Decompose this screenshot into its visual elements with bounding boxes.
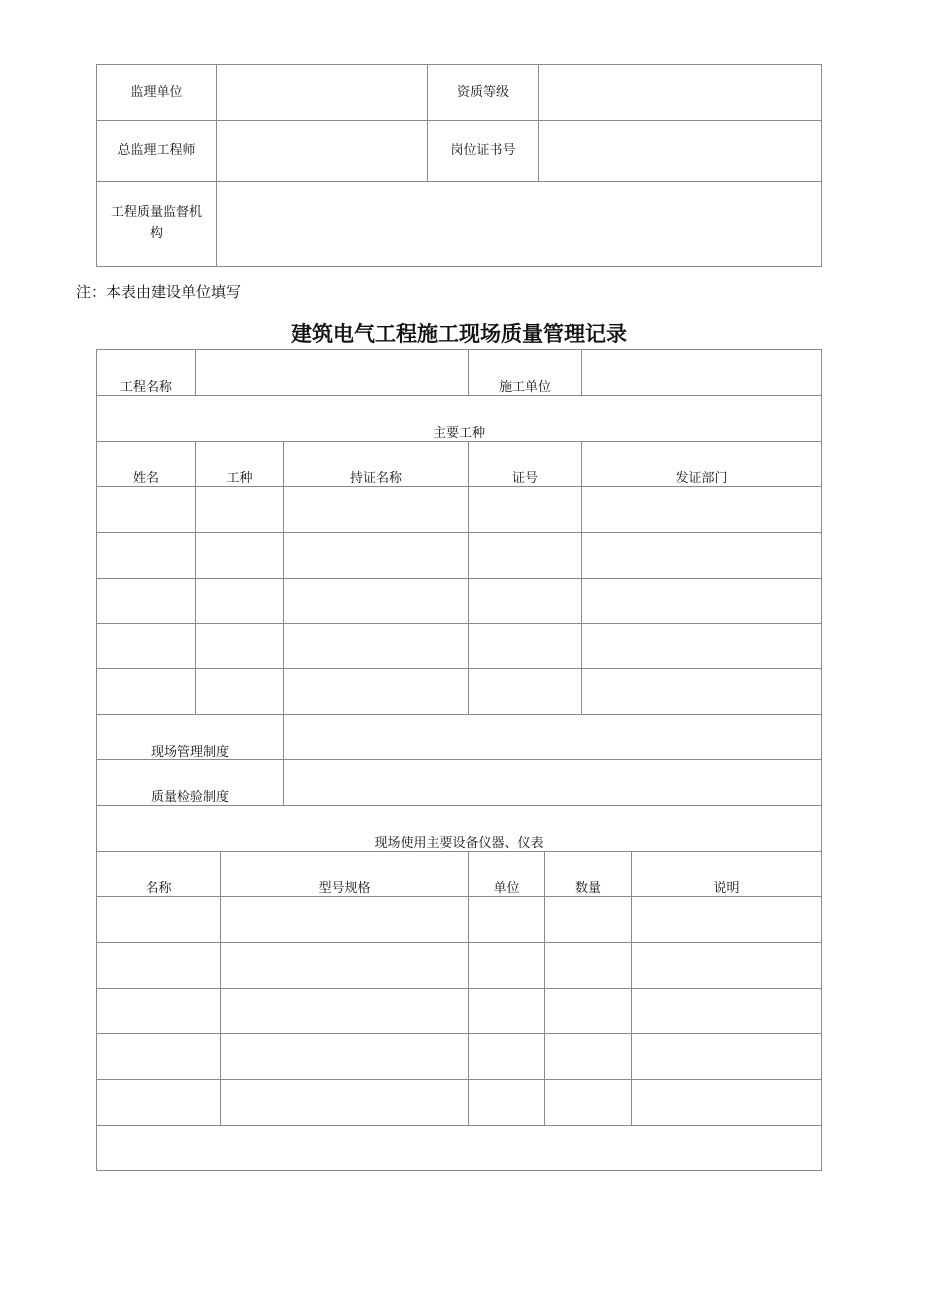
supervisor-unit-field[interactable] [217,65,427,120]
quality-supervision-field[interactable] [217,182,821,266]
header-trade: 工种 [226,471,253,486]
header-name: 姓名 [132,471,159,486]
site-management-field[interactable] [284,715,821,759]
certificate-no-label: 岗位证书号 [450,143,516,158]
table-row[interactable] [97,1034,821,1079]
table-row[interactable] [97,897,821,942]
header-certificate-no: 证号 [511,471,538,486]
header-equipment-name: 名称 [145,881,172,896]
quality-inspection-field[interactable] [284,760,821,805]
table-row[interactable] [97,579,821,623]
chief-engineer-field[interactable] [217,121,427,181]
project-name-label: 工程名称 [119,380,172,395]
header-description: 说明 [713,881,740,896]
table-row[interactable] [97,989,821,1033]
table-row[interactable] [97,943,821,988]
construction-unit-field[interactable] [582,350,821,395]
page-title: 建筑电气工程施工现场质量管理记录 [291,322,627,346]
table-row[interactable] [97,669,821,714]
table-row[interactable] [97,1080,821,1125]
blank-footer-row[interactable] [97,1126,821,1170]
form-note: 注：本表由建设单位填写 [76,283,242,301]
header-certificate-name: 持证名称 [349,471,402,486]
header-unit: 单位 [493,881,520,896]
header-quantity: 数量 [574,881,601,896]
table-row[interactable] [97,624,821,668]
certificate-no-field[interactable] [539,121,821,181]
chief-engineer-label: 总监理工程师 [117,143,196,158]
supervisor-unit-label: 监理单位 [130,84,183,100]
quality-supervision-label-line1: 工程质量监督机 [110,205,202,220]
equipment-section-title: 现场使用主要设备仪器、仪表 [374,836,544,851]
qualification-field[interactable] [539,65,821,120]
qualification-label: 资质等级 [456,84,509,100]
table-row[interactable] [97,487,821,532]
header-issuing-department: 发证部门 [675,471,728,486]
table-row[interactable] [97,533,821,578]
quality-inspection-label: 质量检验制度 [150,790,229,805]
construction-unit-label: 施工单位 [498,380,551,395]
quality-supervision-label-line2: 构 [149,226,163,241]
site-management-label: 现场管理制度 [150,745,229,760]
header-model-spec: 型号规格 [318,881,371,896]
main-trades-section-title: 主要工种 [432,426,485,441]
project-name-field[interactable] [196,350,468,395]
